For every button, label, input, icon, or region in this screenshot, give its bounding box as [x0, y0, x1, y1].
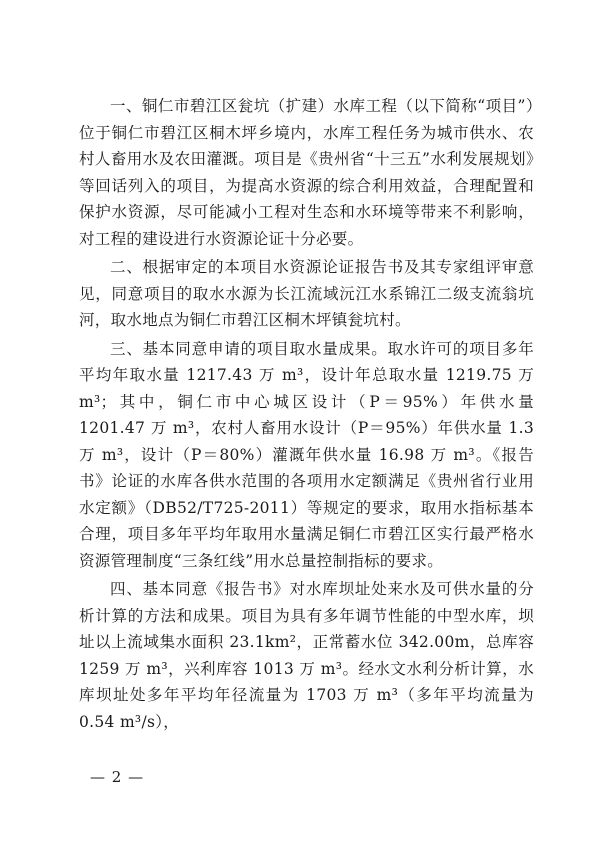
document-body [79, 93, 534, 735]
paragraph-2: 二、根据审定的本项目水资源论证报告书及其专家组评审意见，同意项目的取水水源为长江流域沅江水系锦江二级支流翁坑河，取水地点为铜仁市碧江区桐木坪镇瓮坑村。 [79, 258, 534, 329]
paragraph-4: 四、基本同意《报告书》对水库坝址处来水及可供水量的分析计算的方法和成果。项目为具有多年调节性能的中型水库，坝址以上流域集水面积 23.1km²，正常蓄水位 342.00m，总库容 1259 万 m³，兴利库容 1013 万 m³。经水文水利分析计算，水库坝址处多年平均年径流量为 1703 万 m³（多年平均流量为 0.54 m³/s）， [79, 580, 534, 731]
paragraph-3: 三、基本同意申请的项目取水量成果。取水许可的项目多年平均年取水量 1217.43 万 m³，设计年总取水量 1219.75 万 m³；其中，铜仁市中心城区设计（P＝95%）年供水量 1201.47 万 m³，农村人畜用水设计（P＝95%）年供水量 1.3 万 m³，设计（P＝80%）灌溉年供水量 16.98 万 m³。《报告书》论证的水库各供水范围的各项用水定额满足《贵州省行业用水定额》（DB52/T725-2011）等规定的要求，取用水指标基本合理，项目多年平均年取用水量满足铜仁市碧江区实行最严格水资源管理制度“三条红线”用水总量控制指标的要求。 [79, 339, 534, 570]
paragraph-1: 一、铜仁市碧江区瓮坑（扩建）水库工程（以下简称“项目”）位于铜仁市碧江区桐木坪乡境内，水库工程任务为城市供水、农村人畜用水及农田灌溉。项目是《贵州省“十三五”水利发展规划》等回话列入的项目，为提高水资源的综合利用效益，合理配置和保护水资源，尽可能减小工程对生态和水环境等带来不利影响，对工程的建设进行水资源论证十分必要。 [79, 97, 534, 248]
page-number: — 2 — [90, 768, 145, 786]
